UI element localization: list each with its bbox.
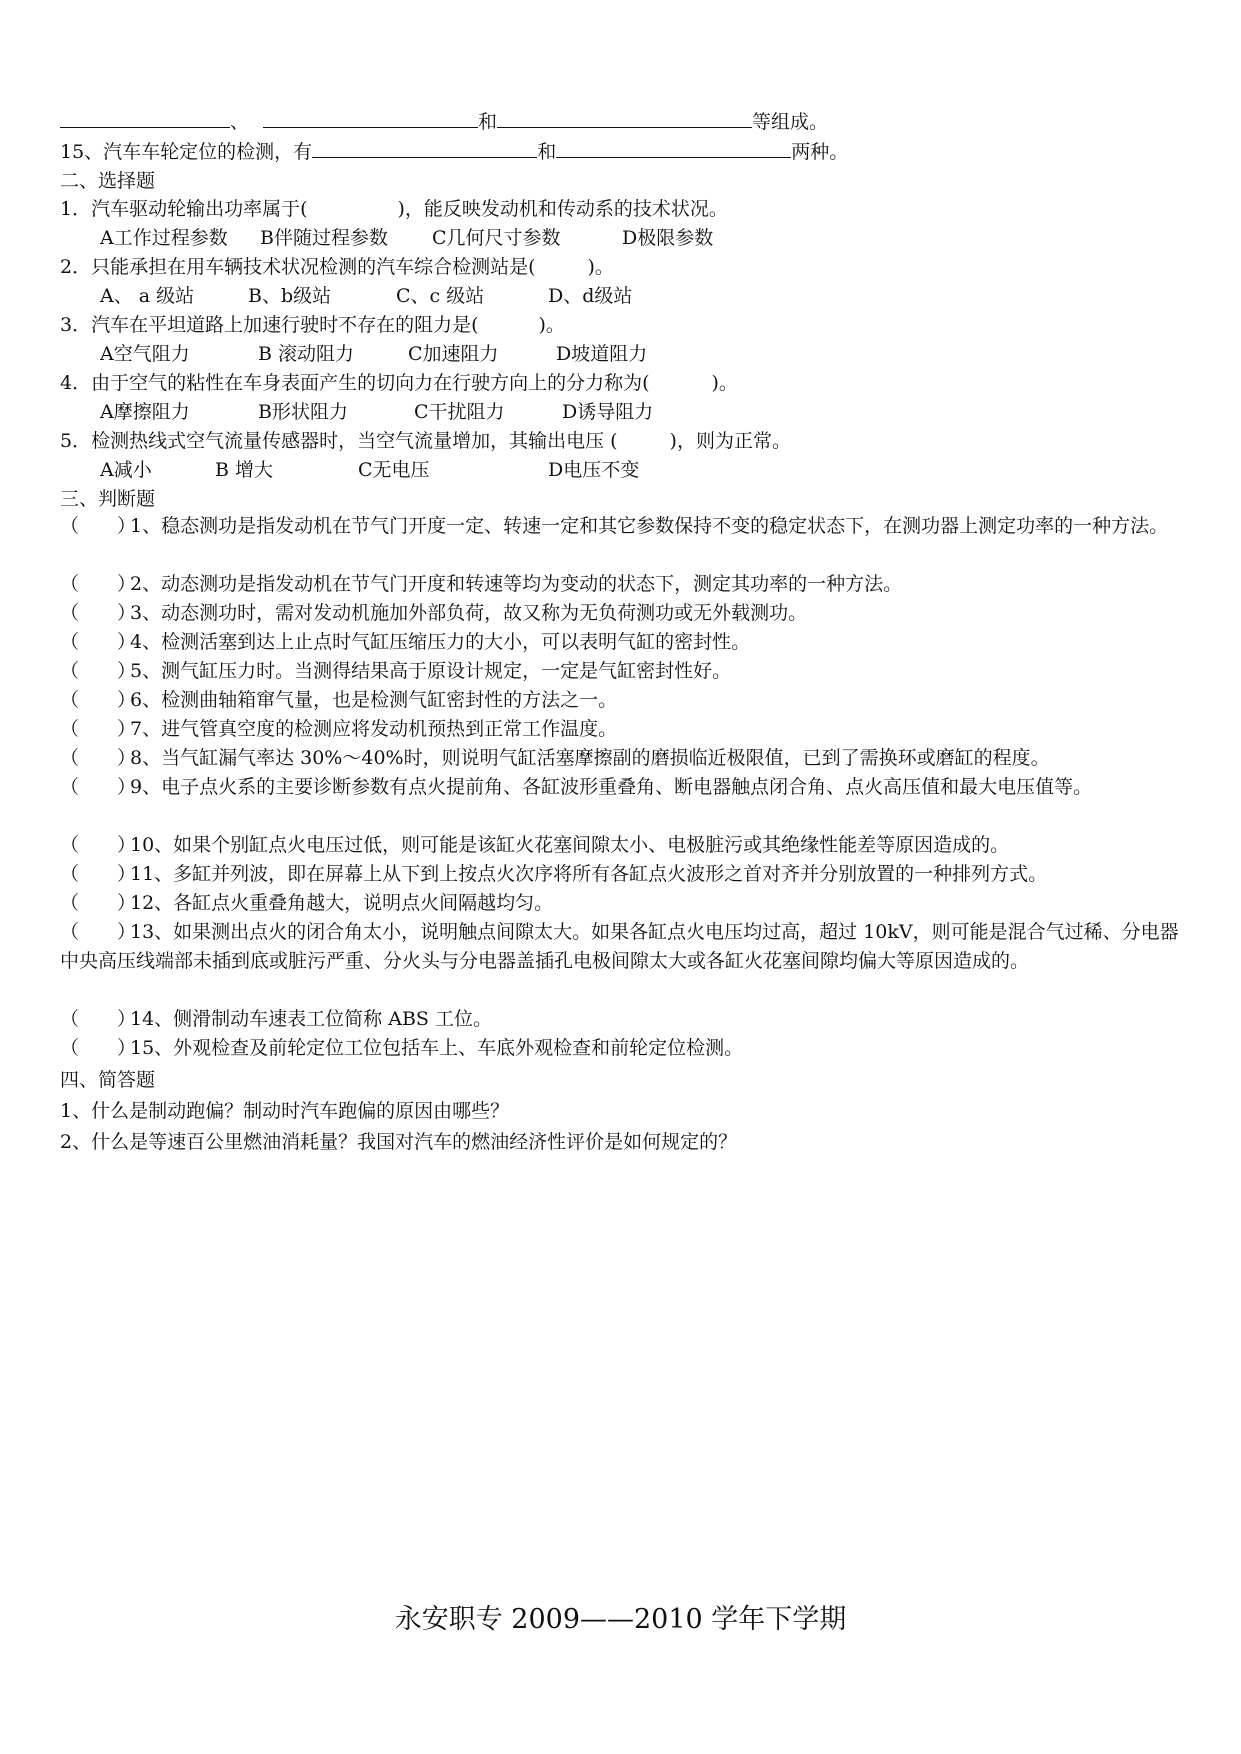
true-false-item	[60, 831, 1191, 860]
footer-title: 永安职专 2009——2010 学年下学期	[394, 1604, 847, 1635]
true-false-item	[60, 570, 1191, 599]
short-answer-question: 2、什么是等速百公里燃油消耗量？我国对汽车的燃油经济性评价是如何规定的？	[60, 1131, 738, 1153]
true-false-item	[60, 657, 1191, 686]
statement-text: 14、侧滑制动车速表工位简称 ABS 工位。	[130, 1008, 492, 1030]
option: D诱导阻力	[562, 401, 654, 423]
answer-parentheses[interactable]: （ ）	[60, 1008, 137, 1030]
true-false-item	[60, 744, 1191, 773]
option: B 增大	[215, 459, 274, 481]
true-false-item	[60, 860, 1191, 889]
true-false-item	[60, 686, 1191, 715]
option: C无电压	[358, 459, 430, 481]
option-row	[100, 280, 1191, 312]
answer-blank	[497, 105, 752, 128]
true-false-item	[60, 628, 1191, 657]
option: A减小	[100, 459, 152, 481]
question-stem: 1．汽车驱动轮输出功率属于( )，能反映发动机和传动系的技术状况。	[60, 198, 728, 220]
option: B形状阻力	[258, 401, 348, 423]
option-row	[100, 396, 1191, 428]
answer-parentheses[interactable]: （ ）	[60, 515, 137, 537]
answer-parentheses[interactable]: （ ）	[60, 689, 137, 711]
option: D极限参数	[622, 227, 714, 249]
option: C几何尺寸参数	[432, 227, 561, 249]
answer-blank	[60, 105, 230, 128]
option: B 滚动阻力	[258, 343, 355, 365]
fill-in-q14-tail	[60, 105, 1191, 137]
short-answer-section	[60, 1065, 1191, 1158]
true-false-item	[60, 599, 1191, 628]
separator: 、	[230, 111, 250, 133]
statement-text: 9、电子点火系的主要诊断参数有点火提前角、各缸波形重叠角、断电器触点闭合角、点火高压值和最大电压值等。	[130, 776, 1093, 798]
statement-text: 5、测气缸压力时。当测得结果高于原设计规定，一定是气缸密封性好。	[130, 660, 732, 682]
true-false-item	[60, 1034, 1191, 1063]
statement-text: 15、外观检查及前轮定位工位包括车上、车底外观检查和前轮定位检测。	[130, 1037, 744, 1059]
answer-parentheses[interactable]: （ ）	[60, 631, 137, 653]
option: B伴随过程参数	[260, 227, 388, 249]
suffix: 等组成。	[752, 111, 829, 133]
statement-text: 13、如果测出点火的闭合角太小，说明触点间隙太大。如果各缸点火电压均过高，超过 10kV，则可能是混合气过稀、分电器中央高压线端部未插到底或脏污严重、分火头与分电器盖插孔电极间隙太大或各缸火花塞间隙均偏大等原因造成的。	[60, 921, 1179, 972]
fill-in-q15	[60, 135, 1191, 167]
true-false-item	[60, 773, 1191, 802]
answer-parentheses[interactable]: （ ）	[60, 747, 137, 769]
section-title: 二、选择题	[60, 170, 156, 192]
statement-text: 6、检测曲轴箱窜气量，也是检测气缸密封性的方法之一。	[130, 689, 618, 711]
question-stem: 5．检测热线式空气流量传感器时，当空气流量增加，其输出电压 ( )，则为正常。	[60, 430, 791, 452]
question-stem: 4．由于空气的粘性在车身表面产生的切向力在行驶方向上的分力称为( )。	[60, 372, 738, 394]
true-false-item	[60, 918, 1191, 976]
answer-blank	[556, 135, 791, 158]
statement-text: 10、如果个别缸点火电压过低，则可能是该缸火花塞间隙太小、电极脏污或其绝缘性能差等原因造成的。	[130, 834, 1010, 856]
option: C加速阻力	[408, 343, 499, 365]
option: D、d级站	[548, 285, 633, 307]
statement-text: 1、稳态测功是指发动机在节气门开度一定、转速一定和其它参数保持不变的稳定状态下，在测功器上测定功率的一种方法。	[130, 515, 1169, 537]
statement-text: 8、当气缸漏气率达 30%～40%时，则说明气缸活塞摩擦副的磨损临近极限值，已到了需换环或磨缸的程度。	[130, 747, 1050, 769]
statement-text: 11、多缸并列波，即在屏幕上从下到上按点火次序将所有各缸点火波形之首对齐并分别放置的一种排列方式。	[130, 863, 1048, 885]
question-stem: 2．只能承担在用车辆技术状况检测的汽车综合检测站是( )。	[60, 256, 614, 278]
option-row	[100, 454, 1191, 486]
option: C、c 级站	[396, 285, 485, 307]
answer-parentheses[interactable]: （ ）	[60, 718, 137, 740]
short-answer-question: 1、什么是制动跑偏？制动时汽车跑偏的原因由哪些？	[60, 1100, 510, 1122]
option: C干扰阻力	[414, 401, 505, 423]
separator: 和	[478, 111, 498, 133]
answer-parentheses[interactable]: （ ）	[60, 1037, 137, 1059]
separator: 和	[537, 141, 557, 163]
option: A摩擦阻力	[100, 401, 190, 423]
option: D电压不变	[548, 459, 640, 481]
section-title: 三、判断题	[60, 488, 156, 510]
option: A空气阻力	[100, 343, 190, 365]
answer-blank	[263, 105, 478, 128]
statement-text: 4、检测活塞到达上止点时气缸压缩压力的大小，可以表明气缸的密封性。	[130, 631, 751, 653]
statement-text: 7、进气管真空度的检测应将发动机预热到正常工作温度。	[130, 718, 618, 740]
answer-parentheses[interactable]: （ ）	[60, 834, 137, 856]
option-row	[100, 222, 1191, 254]
question-stem: 3．汽车在平坦道路上加速行驶时不存在的阻力是( )。	[60, 314, 565, 336]
question-stem: 15、汽车车轮定位的检测，有	[60, 141, 313, 163]
answer-parentheses[interactable]: （ ）	[60, 660, 137, 682]
true-false-item	[60, 512, 1191, 541]
statement-text: 12、各缸点火重叠角越大，说明点火间隔越均匀。	[130, 892, 554, 914]
answer-parentheses[interactable]: （ ）	[60, 573, 137, 595]
option: B、b级站	[248, 285, 332, 307]
section-title: 四、简答题	[60, 1069, 156, 1091]
answer-parentheses[interactable]: （ ）	[60, 863, 137, 885]
statement-text: 2、动态测功是指发动机在节气门开度和转速等均为变动的状态下，测定其功率的一种方法。	[130, 573, 903, 595]
option: A工作过程参数	[100, 227, 228, 249]
answer-parentheses[interactable]: （ ）	[60, 776, 137, 798]
answer-parentheses[interactable]: （ ）	[60, 892, 137, 914]
true-false-item	[60, 1005, 1191, 1034]
suffix: 两种。	[791, 141, 849, 163]
option: A、 a 级站	[100, 285, 195, 307]
statement-text: 3、动态测功时，需对发动机施加外部负荷，故又称为无负荷测功或无外载测功。	[130, 602, 808, 624]
true-false-item	[60, 889, 1191, 918]
true-false-item	[60, 715, 1191, 744]
option-row	[100, 338, 1191, 370]
answer-blank	[312, 135, 537, 158]
answer-parentheses[interactable]: （ ）	[60, 921, 137, 943]
option: D坡道阻力	[556, 343, 648, 365]
answer-parentheses[interactable]: （ ）	[60, 602, 137, 624]
